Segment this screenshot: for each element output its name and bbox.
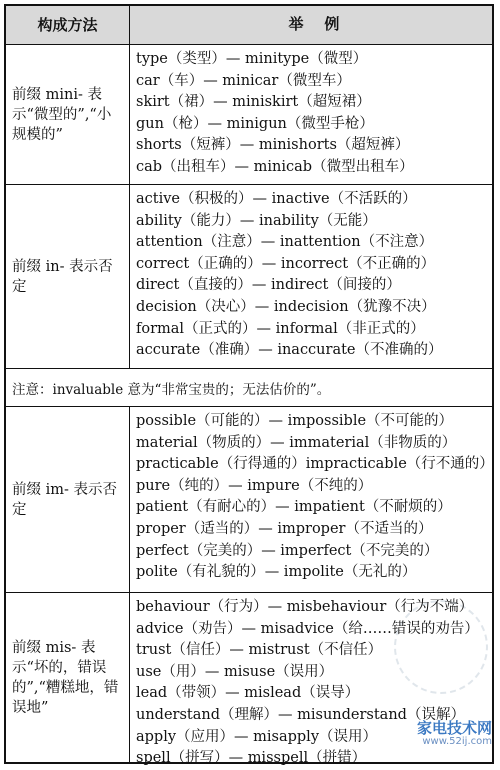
example-line: understand（理解）— misunderstand（误解） xyxy=(136,706,465,723)
example-line: use（用）— misuse（误用） xyxy=(136,663,334,680)
example-line: advice（劝告）— misadvice（给……错误的劝告） xyxy=(136,620,479,637)
example-line: cab（出租车）— minicab（微型出租车） xyxy=(136,158,414,175)
table-row-mini xyxy=(6,44,492,184)
example-line: lead（带领）— mislead（误导） xyxy=(136,685,360,702)
watermark-url: www.52ij.com xyxy=(422,736,492,747)
method-cell: 前缀 mini- 表示“微型的”,“小规模的” xyxy=(6,45,130,184)
example-line: practicable（行得通的）impracticable（行不通的） xyxy=(136,456,494,473)
examples-cell xyxy=(130,45,492,184)
example-line: spell（拼写）— misspell（拼错） xyxy=(136,750,367,767)
method-cell: 前缀 in- 表示否定 xyxy=(6,185,130,368)
example-line: attention（注意）— inattention（不注意） xyxy=(136,234,434,251)
example-line: trust（信任）— mistrust（不信任） xyxy=(136,642,383,659)
example-line: active（积极的）— inactive（不活跃的） xyxy=(136,191,417,207)
table-header xyxy=(6,6,492,44)
table-row-note xyxy=(6,368,492,406)
example-line: shorts（短裤）— minishorts（超短裤） xyxy=(136,137,410,154)
table-row-im xyxy=(6,406,492,592)
example-line: perfect（完美的）— imperfect（不完美的） xyxy=(136,542,439,559)
example-line: direct（直接的）— indirect（间接的） xyxy=(136,277,401,294)
example-line: correct（正确的）— incorrect（不正确的） xyxy=(136,255,436,272)
header-example: 举 例 xyxy=(288,15,340,34)
example-line: material（物质的）— immaterial（非物质的） xyxy=(136,434,457,451)
example-line: decision（决心）— indecision（犹豫不决） xyxy=(136,298,436,315)
example-line: apply（应用）— misapply（误用） xyxy=(136,728,378,745)
example-line: ability（能力）— inability（无能） xyxy=(136,212,377,229)
example-line: possible（可能的）— impossible（不可能的） xyxy=(136,413,454,429)
example-line: accurate（准确）— inaccurate（不准确的） xyxy=(136,342,443,359)
method-cell: 前缀 im- 表示否定 xyxy=(6,407,130,592)
table-row-in xyxy=(6,184,492,368)
example-line: skirt（裙）— miniskirt（超短裙） xyxy=(136,94,371,111)
example-line: formal（正式的）— informal（非正式的） xyxy=(136,320,425,337)
prefix-table xyxy=(4,4,494,767)
examples-cell xyxy=(130,185,492,368)
header-method: 构成方法 xyxy=(6,6,130,44)
example-line: polite（有礼貌的）— impolite（无礼的） xyxy=(136,564,417,581)
example-line: car（车）— minicar（微型车） xyxy=(136,72,351,89)
example-line: type（类型）— minitype（微型） xyxy=(136,51,368,67)
example-line: pure（纯的）— impure（不纯的） xyxy=(136,477,373,494)
examples-cell xyxy=(130,407,494,592)
note-text: 注意：invaluable 意为“非常宝贵的；无法估价的”。 xyxy=(12,381,331,398)
watermark-title: 家电技术网 xyxy=(416,719,492,737)
method-cell: 前缀 mis- 表示“坏的，错误的”,“糟糕地，错误地” xyxy=(6,593,130,762)
example-line: behaviour（行为）— misbehaviour（行为不端） xyxy=(136,599,474,615)
example-line: proper（适当的）— improper（不适当的） xyxy=(136,520,433,537)
example-line: gun（枪）— minigun（微型手枪） xyxy=(136,115,374,132)
watermark xyxy=(417,721,492,749)
example-line: patient（有耐心的）— impatient（不耐烦的） xyxy=(136,499,452,516)
